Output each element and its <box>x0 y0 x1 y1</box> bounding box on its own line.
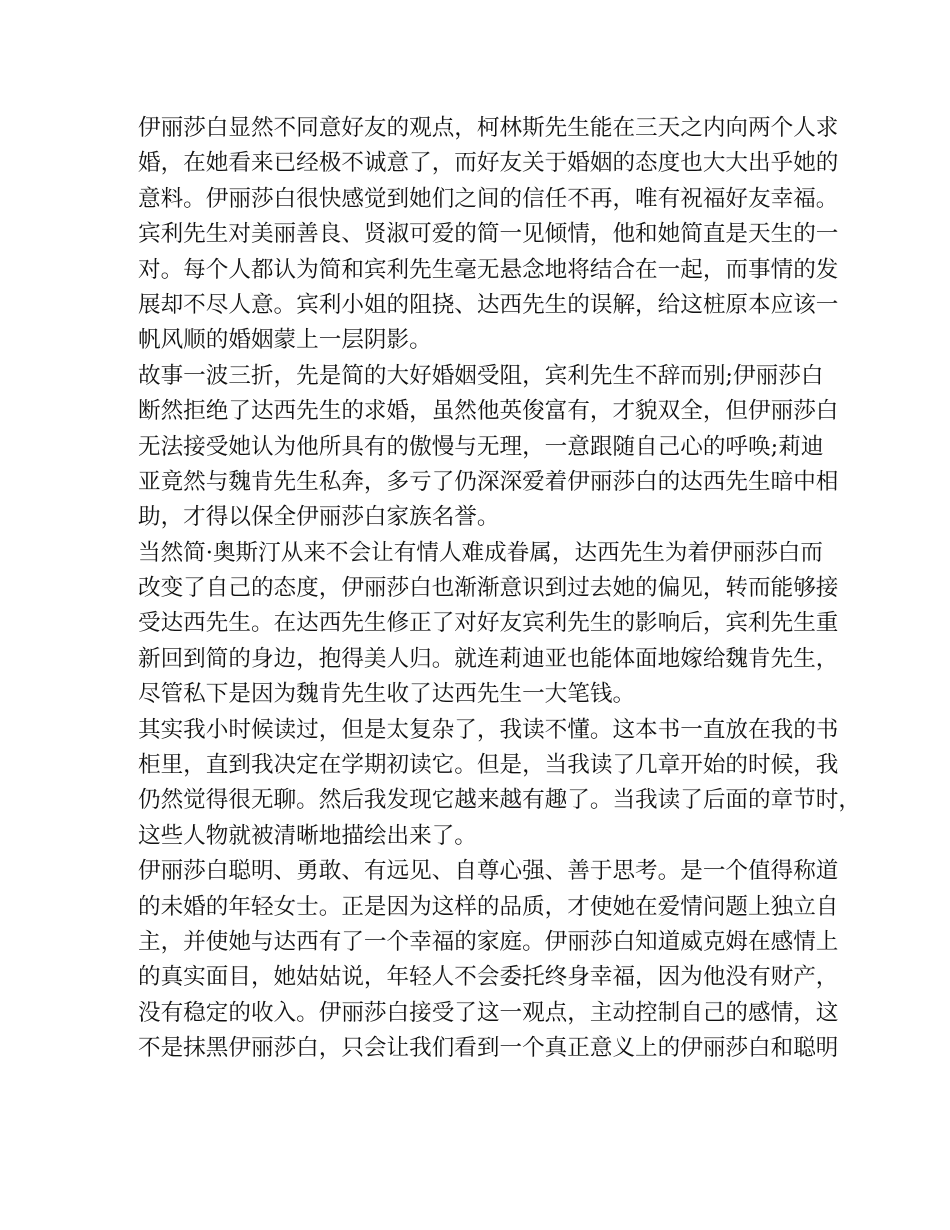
text-line: 受达西先生。在达西先生修正了对好友宾利先生的影响后，宾利先生重 <box>138 610 839 637</box>
text-line: 的真实面目，她姑姑说，年轻人不会委托终身幸福，因为他没有财产， <box>138 964 839 991</box>
text-line: 这些人物就被清晰地描绘出来了。 <box>138 822 477 849</box>
text-line: 亚竟然与魏肯先生私奔，多亏了仍深深爱着伊丽莎白的达西先生暗中相 <box>138 468 839 495</box>
text-line: 主，并使她与达西有了一个幸福的家庭。伊丽莎白知道威克姆在感情上 <box>138 928 839 955</box>
text-line: 宾利先生对美丽善良、贤淑可爱的简一见倾情，他和她简直是天生的一 <box>138 221 839 248</box>
text-line: 不是抹黑伊丽莎白，只会让我们看到一个真正意义上的伊丽莎白和聪明 <box>138 1035 839 1062</box>
text-line: 故事一波三折，先是简的大好婚姻受阻，宾利先生不辞而别;伊丽莎白 <box>138 362 824 389</box>
text-line: 伊丽莎白聪明、勇敢、有远见、自尊心强、善于思考。是一个值得称道 <box>138 858 839 885</box>
text-line: 对。每个人都认为简和宾利先生毫无悬念地将结合在一起，而事情的发 <box>138 256 839 283</box>
text-line: 新回到简的身边，抱得美人归。就连莉迪亚也能体面地嫁给魏肯先生， <box>138 645 839 672</box>
text-line: 柜里，直到我决定在学期初读它。但是，当我读了几章开始的时候，我 <box>138 752 839 779</box>
text-line: 仍然觉得很无聊。然后我发现它越来越有趣了。当我读了后面的章节时， <box>138 787 861 814</box>
text-line: 断然拒绝了达西先生的求婚，虽然他英俊富有，才貌双全，但伊丽莎白 <box>138 398 839 425</box>
document-page <box>138 111 861 1067</box>
text-line: 意料。伊丽莎白很快感觉到她们之间的信任不再，唯有祝福好友幸福。 <box>138 185 839 212</box>
text-line: 改变了自己的态度，伊丽莎白也渐渐意识到过去她的偏见，转而能够接 <box>138 575 839 602</box>
text-line: 助，才得以保全伊丽莎白家族名誉。 <box>138 504 500 531</box>
text-line: 没有稳定的收入。伊丽莎白接受了这一观点，主动控制自己的感情，这 <box>138 999 839 1026</box>
text-line: 婚，在她看来已经极不诚意了，而好友关于婚姻的态度也大大出乎她的 <box>138 150 839 177</box>
text-line: 的未婚的年轻女士。正是因为这样的品质，才使她在爱情问题上独立自 <box>138 893 839 920</box>
text-line: 展却不尽人意。宾利小姐的阻挠、达西先生的误解，给这桩原本应该一 <box>138 291 839 318</box>
text-line: 当然简·奥斯汀从来不会让有情人难成眷属，达西先生为着伊丽莎白而 <box>138 539 823 566</box>
text-line: 伊丽莎白显然不同意好友的观点，柯林斯先生能在三天之内向两个人求 <box>138 115 839 141</box>
text-line: 尽管私下是因为魏肯先生收了达西先生一大笔钱。 <box>138 681 636 708</box>
text-line: 无法接受她认为他所具有的傲慢与无理，一意跟随自己心的呼唤;莉迪 <box>138 433 824 460</box>
text-line: 帆风顺的婚姻蒙上一层阴影。 <box>138 327 432 354</box>
text-line: 其实我小时候读过，但是太复杂了，我读不懂。这本书一直放在我的书 <box>138 716 839 743</box>
